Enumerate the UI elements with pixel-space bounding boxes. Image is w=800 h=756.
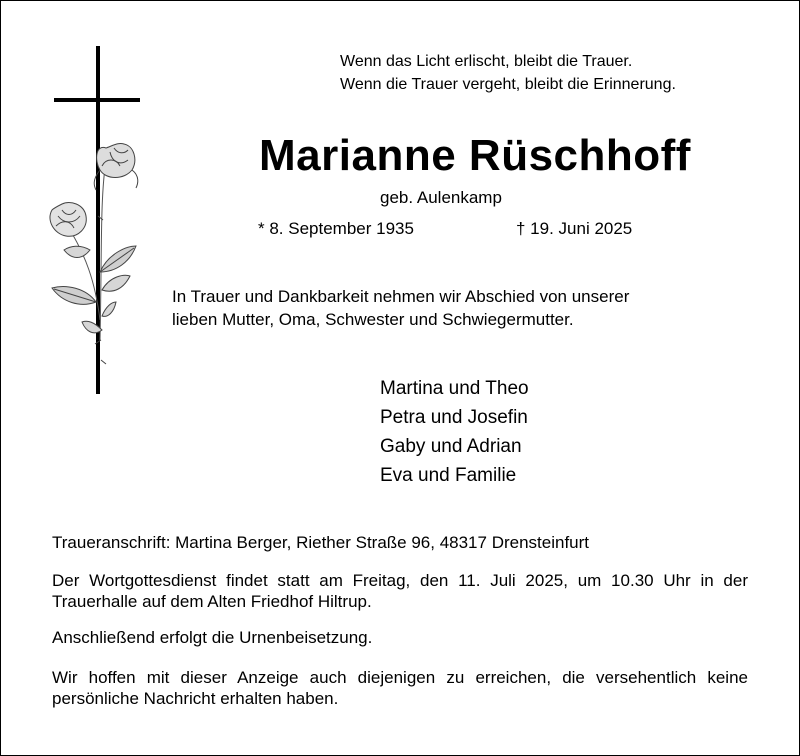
mourning-address: Traueranschrift: Martina Berger, Riether Straße 96, 48317 Drensteinfurt (52, 533, 590, 552)
death-date: † 19. Juni 2025 (516, 219, 633, 238)
farewell-line-1: In Trauer und Dankbarkeit nehmen wir Abschied von unserer (172, 287, 630, 306)
family-member: Petra und Josefin (380, 407, 528, 428)
service-info: Der Wortgottesdienst findet statt am Freitag, den 11. Juli 2025, um 10.30 Uhr in der Trauerhalle auf dem Alten Friedhof Hiltrup. (52, 571, 748, 611)
birth-date: * 8. September 1935 (258, 219, 414, 238)
memorial-quote (340, 50, 676, 96)
burial-info: Anschließend erfolgt die Urnenbeisetzung. (52, 628, 373, 647)
family-list (380, 374, 529, 490)
quote-line-2: Wenn die Trauer vergeht, bleibt die Erinnerung. (340, 76, 676, 93)
cross-rose-illustration (40, 40, 170, 400)
quote-line-1: Wenn das Licht erlischt, bleibt die Trauer. (340, 53, 633, 70)
family-member: Martina und Theo (380, 378, 529, 399)
farewell-text (172, 285, 629, 331)
farewell-line-2: lieben Mutter, Oma, Schwester und Schwiegermutter. (172, 310, 574, 329)
family-member: Eva und Familie (380, 465, 517, 486)
birth-name: geb. Aulenkamp (380, 188, 502, 207)
deceased-name: Marianne Rüschhoff (259, 131, 691, 180)
closing-note: Wir hoffen mit dieser Anzeige auch diejenigen zu erreichen, die versehentlich keine persönliche Nachricht erhalten haben. (52, 668, 748, 708)
family-member: Gaby und Adrian (380, 436, 522, 457)
